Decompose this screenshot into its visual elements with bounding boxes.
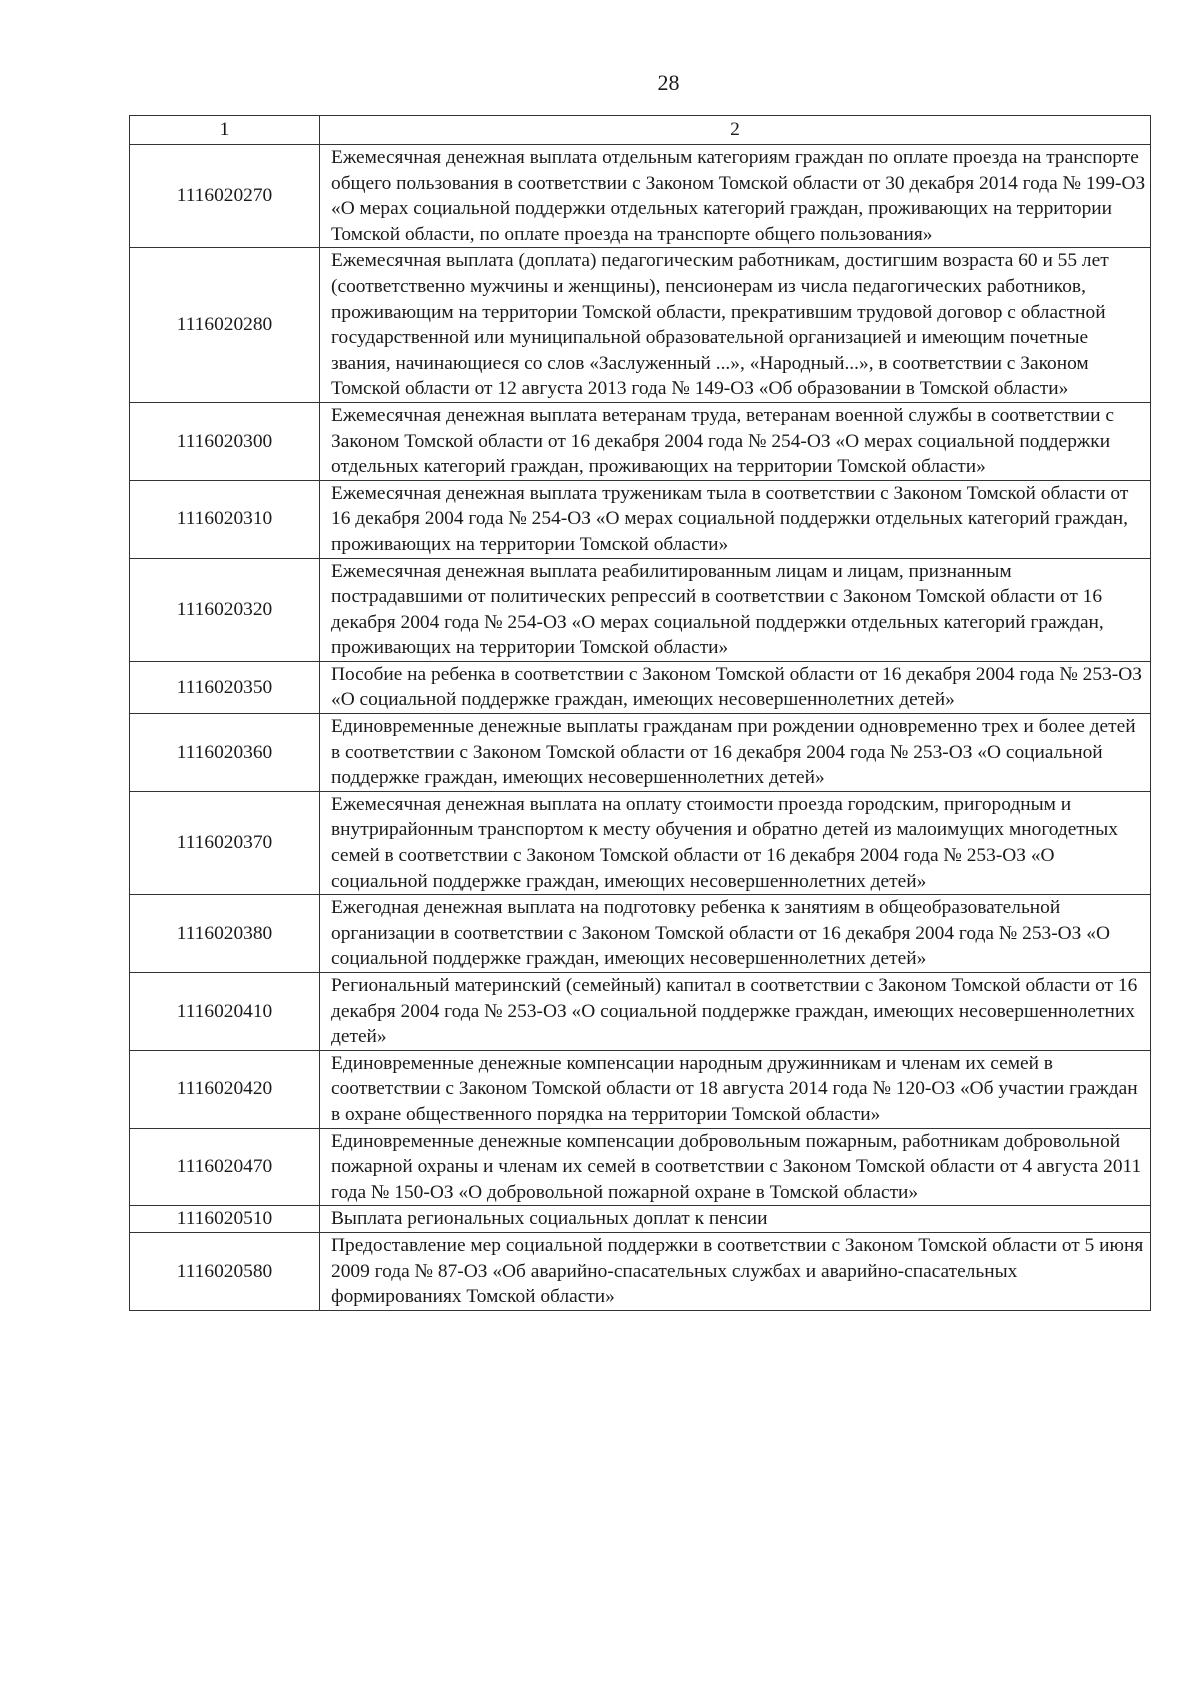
row-code: 1116020310 (130, 480, 320, 558)
table-header-row (130, 116, 1151, 145)
table-row (130, 661, 1151, 713)
row-description: Ежемесячная денежная выплата на оплату стоимости проезда городским, пригородным и внутрирайонным транспортом к месту обучения и обратно детей из малоимущих многодетных семей в соответствии с Законом Томской области от 16 декабря 2004 года № 253-ОЗ «О социальной поддержке граждан, имеющих несовершеннолетних детей» (320, 791, 1151, 894)
table-row (130, 480, 1151, 558)
row-description: Единовременные денежные выплаты гражданам при рождении одновременно трех и более детей в соответствии с Законом Томской области от 16 декабря 2004 года № 253-ОЗ «О социальной поддержке граждан, имеющих несовершеннолетних детей» (320, 714, 1151, 792)
page-number: 28 (657, 70, 680, 95)
row-description: Единовременные денежные компенсации добровольным пожарным, работникам добровольной пожарной охраны и членам их семей в соответствии с Законом Томской области от 4 августа 2011 года № 150-ОЗ «О добровольной пожарной охране в Томской области» (320, 1128, 1151, 1206)
table-row (130, 402, 1151, 480)
row-code: 1116020420 (130, 1050, 320, 1128)
row-description: Региональный материнский (семейный) капитал в соответствии с Законом Томской области от 16 декабря 2004 года № 253-ОЗ «О социальной поддержке граждан, имеющих несовершеннолетних детей» (320, 973, 1151, 1051)
column-header-code: 1 (130, 116, 320, 145)
table-row (130, 1128, 1151, 1206)
row-description: Ежемесячная выплата (доплата) педагогическим работникам, достигшим возраста 60 и 55 лет (соответственно мужчины и женщины), пенсионерам из числа педагогических работников, проживающим на территории Томской области, прекратившим трудовой договор с областной государственной или муниципальной образовательной организацией и имеющим почетные звания, начинающиеся со слов «Заслуженный ...», «Народный...», в соответствии с Законом Томской области от 12 августа 2013 года № 149-ОЗ «Об образовании в Томской области» (320, 248, 1151, 403)
table-row (130, 973, 1151, 1051)
budget-codes-table (129, 115, 1151, 1311)
row-description: Предоставление мер социальной поддержки в соответствии с Законом Томской области от 5 июня 2009 года № 87-ОЗ «Об аварийно-спасательных службах и аварийно-спасательных формированиях Томской области» (320, 1232, 1151, 1310)
row-code: 1116020300 (130, 402, 320, 480)
column-header-description: 2 (320, 116, 1151, 145)
row-description: Выплата региональных социальных доплат к пенсии (320, 1206, 1151, 1233)
row-code: 1116020320 (130, 558, 320, 661)
row-code: 1116020580 (130, 1232, 320, 1310)
row-description: Ежемесячная денежная выплата отдельным категориям граждан по оплате проезда на транспорте общего пользования в соответствии с Законом Томской области от 30 декабря 2014 года № 199-ОЗ «О мерах социальной поддержки отдельных категорий граждан, проживающих на территории Томской области, по оплате проезда на транспорте общего пользования» (320, 145, 1151, 248)
table-row (130, 714, 1151, 792)
table-row (130, 1050, 1151, 1128)
table-row (130, 1232, 1151, 1310)
row-code: 1116020350 (130, 661, 320, 713)
row-code: 1116020510 (130, 1206, 320, 1233)
row-description: Ежегодная денежная выплата на подготовку ребенка к занятиям в общеобразовательной организации в соответствии с Законом Томской области от 16 декабря 2004 года № 253-ОЗ «О социальной поддержке граждан, имеющих несовершеннолетних детей» (320, 895, 1151, 973)
row-code: 1116020280 (130, 248, 320, 403)
row-description: Пособие на ребенка в соответствии с Законом Томской области от 16 декабря 2004 года № 253-ОЗ «О социальной поддержке граждан, имеющих несовершеннолетних детей» (320, 661, 1151, 713)
row-description: Ежемесячная денежная выплата реабилитированным лицам и лицам, признанным пострадавшими от политических репрессий в соответствии с Законом Томской области от 16 декабря 2004 года № 254-ОЗ «О мерах социальной поддержки отдельных категорий граждан, проживающих на территории Томской области» (320, 558, 1151, 661)
table-row (130, 248, 1151, 403)
row-code: 1116020470 (130, 1128, 320, 1206)
table-row (130, 791, 1151, 894)
row-code: 1116020410 (130, 973, 320, 1051)
row-description: Ежемесячная денежная выплата ветеранам труда, ветеранам военной службы в соответствии с Законом Томской области от 16 декабря 2004 года № 254-ОЗ «О мерах социальной поддержки отдельных категорий граждан, проживающих на территории Томской области» (320, 402, 1151, 480)
row-code: 1116020360 (130, 714, 320, 792)
table-row (130, 1206, 1151, 1233)
table-row (130, 895, 1151, 973)
row-code: 1116020380 (130, 895, 320, 973)
row-code: 1116020370 (130, 791, 320, 894)
table-row (130, 558, 1151, 661)
row-description: Единовременные денежные компенсации народным дружинникам и членам их семей в соответствии с Законом Томской области от 18 августа 2014 года № 120-ОЗ «Об участии граждан в охране общественного порядка на территории Томской области» (320, 1050, 1151, 1128)
row-description: Ежемесячная денежная выплата труженикам тыла в соответствии с Законом Томской области от 16 декабря 2004 года № 254-ОЗ «О мерах социальной поддержки отдельных категорий граждан, проживающих на территории Томской области» (320, 480, 1151, 558)
table-row (130, 145, 1151, 248)
row-code: 1116020270 (130, 145, 320, 248)
